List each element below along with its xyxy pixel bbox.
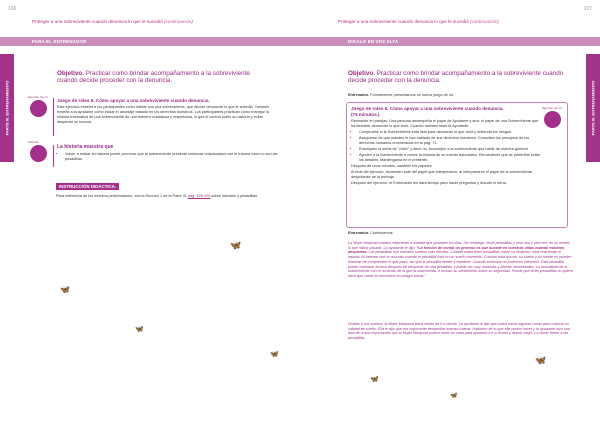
butterfly-icon: 🦋 [60, 285, 70, 294]
objective: Objetivo. Practicar como brindar acompañamiento a la sobreviviente cuando decide proceder con la denuncia. [57, 70, 250, 85]
butterfly-icon: 🦋 [450, 393, 458, 399]
running-head: Proteger a una sobreviviente cuando denuncia lo que le sucedió (continuación) [338, 19, 499, 24]
objective: Objetivo. Practicar como brindar acompañamiento a la sobreviviente cuando decide proceder con la denuncia. [348, 70, 564, 85]
game-text: Este ejercicio enseña a los participantes cómo hablar con una sobreviviente, que decide denunciar lo que le sucedió. También enseña a la ayudante cómo iniciar el abordaje basado en los derechos humanos. Los participantes practican cómo manejar la historia traumática de una sobreviviente de una manera cuidadosa y respetuosa, lo que el control sobre su historia y evitar despertar su trauma. [57, 105, 270, 124]
story-box [53, 145, 279, 167]
butterfly-icon: 🦋 [370, 376, 379, 383]
game-title: Juego de roles 6. Cómo apoyar a una sobreviviente cuando denuncia. [57, 98, 210, 103]
story-title: La historia muestra que [57, 144, 114, 150]
story-paragraph-1: La Mujer Mariposa estaba mejorando a medida que pasaban los días. Sin embargo, tenía pesadillas y veía una y otra vez, en su mente, lo que había pasado. La ayudante le dijo: "La función de contar un proceso es que sucede en nuestras vidas cuando estamos despiertas. Las pesadillas son nuestros sueños más difíciles. Cuando usted tiene pesadillas sobre su violación, está reviviendo el trauma. Al intentar vivir lo ocurrido cuando lo pesadilla está en su sueño momento. Cuando está oscuro, su sueño y su mente no pueden terminar de comprender lo que pasó, así que la pesadilla tiende a repetirse. Cuando soñamos no podemos intervenir. Esta pesadilla puede continuar incluso después de despertar de una pesadilla, y puede ser muy molestas y afectar necesidades. La sexualidad de la sobreviviente con el recuerdo de lo que la sobrevivida, e incluso su sentimiento sobre su seguridad. Puede que tener pesadillas no quiere decir que usted se encuentre en peligro ahora." [348, 241, 573, 278]
bullet: • Ayuden a la Sobreviviente a contar la historia de su evento traumático. Recuérdenle que se preferible evitar los detalles. Manténganla en el presente. [359, 153, 543, 163]
instruction-label: INSTRUCCIÓN DIDÁCTICA. [56, 183, 119, 190]
right-page [300, 0, 600, 424]
section-band: PARA EL ENTRENADOR [0, 37, 300, 46]
side-tab: PARTE III. ENTRENAMIENTO [0, 54, 14, 162]
game-title: Juego de roles 6. Cómo apoyar a una sobreviviente cuando denuncia. (75 minutos.) [351, 106, 504, 117]
section-band: DÍGALO EN VOZ ALTA [300, 37, 600, 46]
instruction-text: Para referencia de los eventos perturbadores, vea la Sección 1 de la Parte III, pág. 125-126 sobre intrusión y pesadillas. [56, 194, 259, 198]
page-number: 107 [583, 6, 592, 12]
page-link[interactable]: pág. 125-126 [187, 194, 211, 198]
story-icon: Historia [30, 145, 47, 162]
trainer-line-2: Entrenador. Continuemos. [348, 231, 394, 235]
game-box [53, 98, 279, 136]
butterfly-icon: 🦋 [270, 351, 279, 358]
side-tab: PARTE III. ENTRENAMIENTO [586, 54, 600, 162]
game-body: Reúnanse en parejas. Una persona desempeña el papel de Ayudante y otra, el papel de una Sobreviviente que ha decidido denunciar lo que vivió. Cuando ustedes sean la Ayudante: • Compruebe si la Sobreviviente está lista para denunciar lo que vivió y entienda los riesgos. • Asegúrese de que ustedes le han hablado de sus derechos humanos. Consulten los principios de los derechos humanos enumerados en la pág. 71. • Practiquen la señal de "¡Alto!" y decir no. Aconsejen a la sobreviviente que hable de manera general. • Ayuden a la Sobreviviente a contar la historia de su evento traumático. Recuérdenle que se preferible evitar los detalles. Manténganla en el presente. Después de unos minutos, cambien los papeles. Al final del ejercicio, recuerden salir del papel que interpretaron, al interpretaron el papel de la sobreviviente, despídanse de la burbuja. Después del ejercicio, el Entrenador les dará tiempo para hacer preguntas y discutir el tema. [351, 119, 543, 186]
game-box [346, 102, 568, 228]
page-number: 106 [8, 6, 17, 12]
bullet: • Compruebe si la Sobreviviente está lista para denunciar lo que vivió y entienda los riesgos. [359, 130, 543, 135]
butterfly-icon: 🦋 [230, 240, 242, 250]
role-play-icon: Ejercicio de rol [30, 100, 47, 117]
role-play-icon: Ejercicio de rol [544, 111, 561, 128]
story-bullet: • Volver a relatar su historia puede provocar que la sobreviviente presente síntomas relacionados con el trauma como lo son las pesadillas. [65, 152, 279, 162]
story-paragraph-2: Debido a sus sueños, la Mujer Mariposa tenía miedo de ir a dormir. La ayudante le dijo que podía hacer algunas cosas para mejorar su calidad de sueño. Ella le dijo que era importante desarrollar buenas rutinas. Hablaron de lo que ella podría hacer y la ayudante hizo una lista de cosas importantes que la Mujer Mariposa podría hacer en casa para ayudarla a ir a dormir y dormir mejor y a hacer frente a las pesadillas. [348, 322, 571, 341]
bullet: • Asegúrese de que ustedes le han hablado de sus derechos humanos. Consulten los principios de los derechos humanos enumerados en la pág. 71. [359, 136, 543, 146]
trainer-line-1: Entrenador. Formalmente presentamos un nuevo juego de rol. [348, 93, 455, 97]
running-head: Proteger a una sobreviviente cuando denuncia lo que le sucedió (continuación) [32, 19, 193, 24]
butterfly-icon: 🦋 [535, 355, 547, 365]
butterfly-icon: 🦋 [135, 326, 144, 333]
bullet: • Practiquen la señal de "¡Alto!" y decir no. Aconsejen a la sobreviviente que hable de manera general. [359, 147, 543, 152]
